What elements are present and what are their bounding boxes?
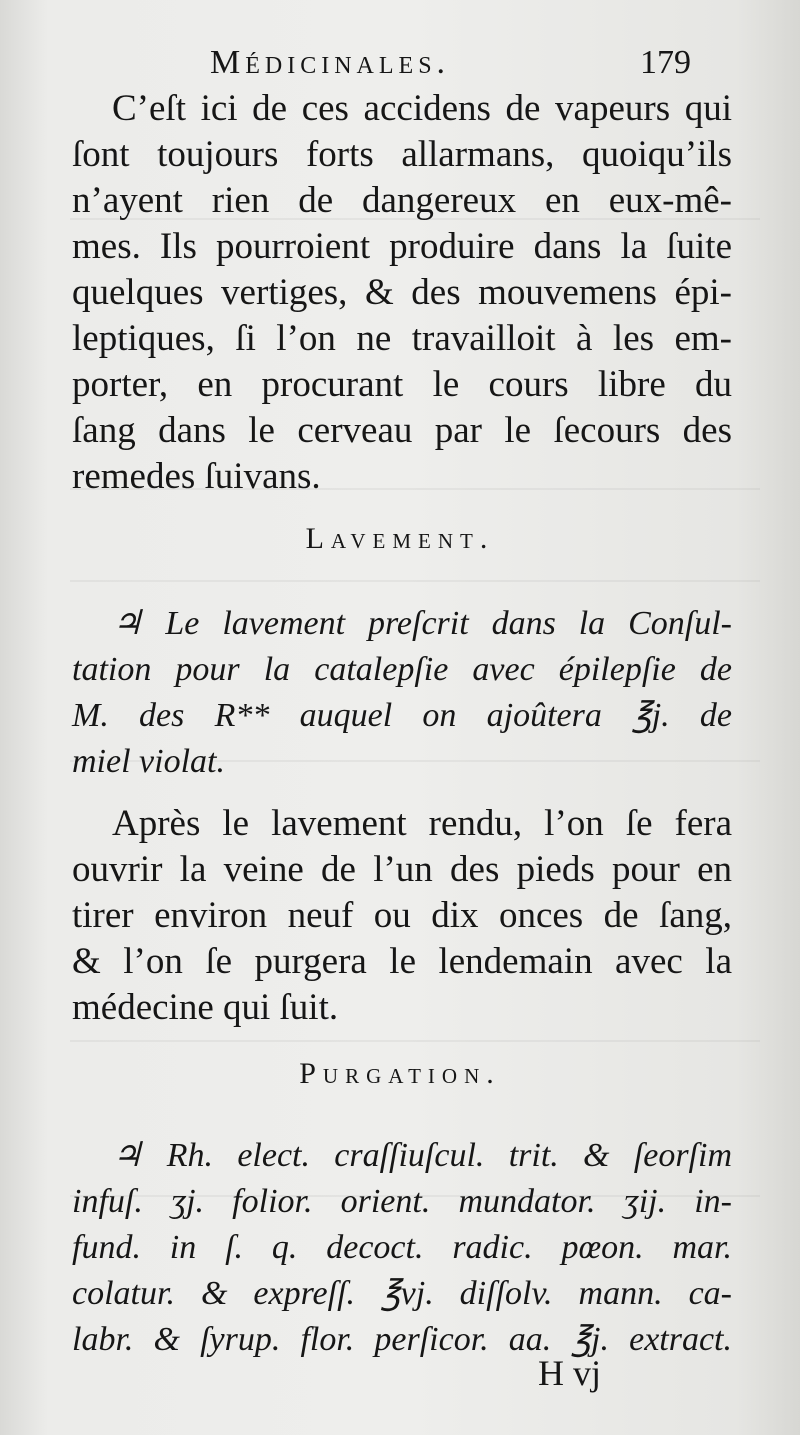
text-line: remedes ſuivans.	[72, 456, 321, 497]
page-number: 179	[640, 44, 691, 81]
section-heading-purgation: Purgation.	[299, 1057, 501, 1090]
text-line: tirer environ neuf ou dix onces de ſang,	[72, 895, 732, 936]
bleed-through-line	[70, 1040, 760, 1042]
bleed-through-line	[70, 580, 760, 582]
text-line: ♃ Le lavement preſcrit dans la Conſul-	[112, 605, 732, 642]
paragraph-lavement-prescription	[72, 601, 732, 785]
paragraph-saignee	[72, 801, 732, 1031]
page-header	[0, 40, 800, 90]
text-line: miel violat.	[72, 743, 225, 780]
signature-mark: H vj	[538, 1353, 601, 1393]
text-line: ♃ Rh. elect. craſſiuſcul. trit. & ſeorſim	[112, 1137, 732, 1174]
text-line: n’ayent rien de dangereux en eux-mê-	[72, 180, 732, 221]
text-line: ouvrir la veine de l’un des pieds pour en	[72, 849, 732, 890]
text-line: médecine qui ſuit.	[72, 987, 339, 1028]
text-line: Après le lavement rendu, l’on ſe fera	[112, 803, 732, 844]
text-line: mes. Ils pourroient produire dans la ſuite	[72, 226, 732, 267]
text-line: quelques vertiges, & des mouvemens épi-	[72, 272, 732, 313]
text-line: labr. & ſyrup. flor. perſicor. aa. ℥j. extract.	[72, 1321, 732, 1358]
paragraph-vapeurs	[72, 86, 732, 500]
text-line: fund. in ſ. q. decoct. radic. pœon. mar.	[72, 1229, 732, 1266]
running-head: Médicinales.	[210, 44, 451, 81]
text-line: M. des R** auquel on ajoûtera ℥j. de	[72, 697, 732, 734]
paragraph-purgation-prescription	[72, 1133, 732, 1363]
text-line: & l’on ſe purgera le lendemain avec la	[72, 941, 732, 982]
text-line: ſont toujours forts allarmans, quoiqu’ils	[72, 134, 732, 175]
text-line: leptiques, ſi l’on ne travailloit à les em-	[72, 318, 732, 359]
text-line: C’eſt ici de ces accidens de vapeurs qui	[112, 88, 732, 129]
text-line: colatur. & expreſſ. ℥vj. diſſolv. mann. ca-	[72, 1275, 732, 1312]
section-heading-lavement: Lavement.	[305, 522, 495, 555]
text-line: porter, en procurant le cours libre du	[72, 364, 732, 405]
text-line: tation pour la catalepſie avec épilepſie de	[72, 651, 732, 688]
text-line: ſang dans le cerveau par le ſecours des	[72, 410, 732, 451]
text-line: infuſ. ʒj. folior. orient. mundator. ʒij. in-	[72, 1183, 732, 1220]
